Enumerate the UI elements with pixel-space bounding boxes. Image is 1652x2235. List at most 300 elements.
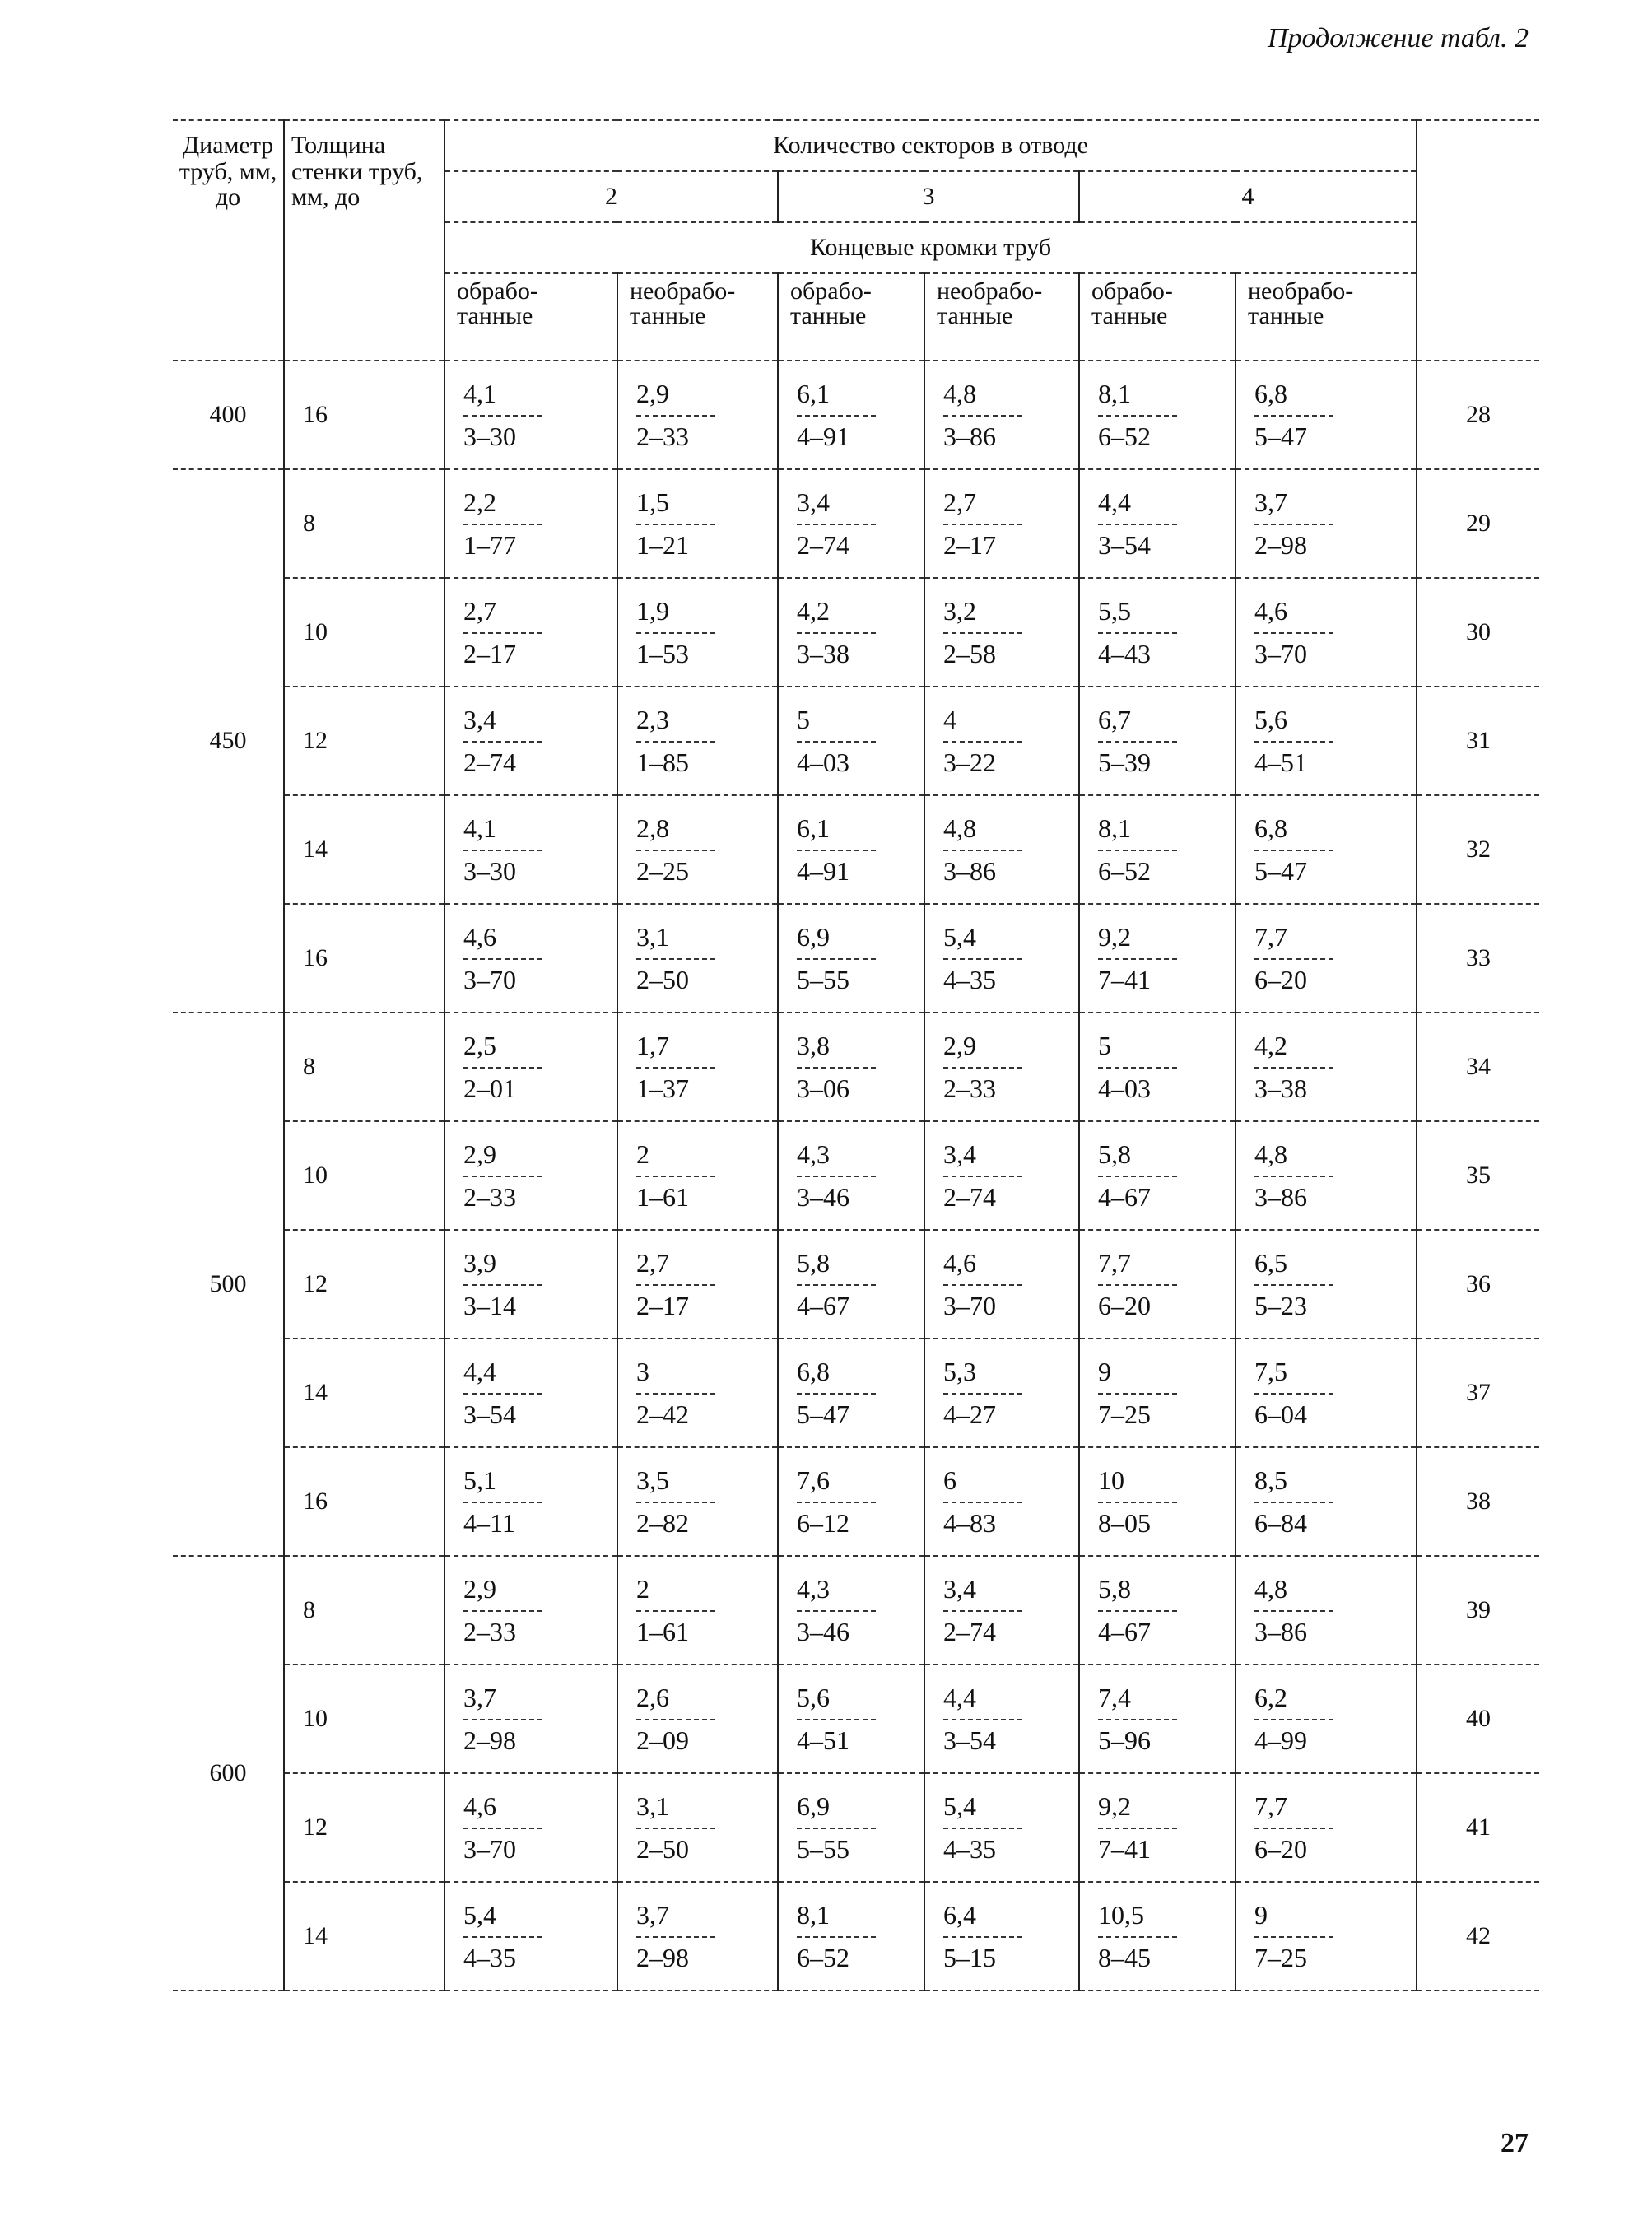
value-cell	[1236, 1665, 1417, 1773]
fraction-bar	[943, 958, 1022, 960]
fraction-denominator: 4–67	[1098, 1182, 1151, 1212]
value-cell	[444, 1556, 617, 1665]
fraction	[797, 1029, 876, 1105]
wall-thickness-cell: 8	[284, 1013, 444, 1121]
fraction-numerator: 9	[1254, 1900, 1268, 1930]
fraction	[1254, 377, 1333, 453]
fraction	[636, 1029, 715, 1105]
fraction-numerator: 3,4	[797, 487, 830, 517]
fraction-bar	[636, 524, 715, 525]
fraction-numerator: 7,7	[1098, 1248, 1131, 1278]
value-cell	[444, 1013, 617, 1121]
value-cell	[778, 1882, 924, 1991]
fraction-numerator: 1,7	[636, 1031, 669, 1060]
fraction	[943, 1898, 1022, 1974]
header-edge-type: необрабо- танные	[924, 273, 1079, 361]
fraction-numerator: 2,3	[636, 705, 669, 734]
fraction-numerator: 6,4	[943, 1900, 976, 1930]
fraction-bar	[1098, 1284, 1177, 1286]
fraction-bar	[797, 741, 876, 743]
fraction	[1098, 594, 1177, 670]
fraction-denominator: 5–15	[943, 1943, 996, 1972]
value-cell	[1236, 1556, 1417, 1665]
fraction	[463, 594, 542, 670]
value-cell	[617, 904, 778, 1013]
fraction	[636, 1138, 715, 1213]
fraction-denominator: 3–38	[1254, 1073, 1307, 1103]
value-cell	[617, 1230, 778, 1339]
value-cell	[1079, 1121, 1236, 1230]
value-cell	[617, 1556, 778, 1665]
wall-thickness-cell: 12	[284, 1773, 444, 1882]
fraction-bar	[1254, 1719, 1333, 1720]
table-row	[173, 1773, 1539, 1882]
fraction-bar	[463, 1719, 542, 1720]
fraction-bar	[463, 1067, 542, 1069]
fraction-numerator: 2,8	[636, 813, 669, 843]
row-number: 36	[1417, 1230, 1539, 1339]
value-cell	[444, 1773, 617, 1882]
fraction-denominator: 6–52	[1098, 421, 1151, 451]
fraction-denominator: 1–77	[463, 530, 516, 560]
row-number: 29	[1417, 469, 1539, 578]
fraction-bar	[636, 741, 715, 743]
fraction	[636, 594, 715, 670]
fraction-bar	[1098, 850, 1177, 851]
norm-table	[173, 119, 1539, 1991]
fraction-denominator: 4–35	[463, 1943, 516, 1972]
fraction	[1254, 1790, 1333, 1865]
value-cell	[617, 1121, 778, 1230]
value-cell	[1079, 687, 1236, 795]
fraction-bar	[1254, 1936, 1333, 1938]
fraction-denominator: 2–98	[463, 1725, 516, 1755]
fraction	[943, 594, 1022, 670]
fraction-numerator: 4,2	[797, 596, 830, 626]
fraction	[797, 1464, 876, 1539]
value-cell	[778, 1013, 924, 1121]
row-number: 30	[1417, 578, 1539, 687]
value-cell	[1236, 795, 1417, 904]
fraction-bar	[943, 850, 1022, 851]
fraction	[797, 1355, 876, 1431]
fraction-denominator: 2–25	[636, 856, 689, 886]
fraction-numerator: 5,6	[797, 1683, 830, 1712]
table-body	[173, 361, 1539, 1991]
fraction	[636, 1681, 715, 1757]
fraction	[636, 1246, 715, 1322]
value-cell	[444, 1121, 617, 1230]
value-cell	[924, 469, 1079, 578]
value-cell	[617, 469, 778, 578]
fraction-numerator: 1,5	[636, 487, 669, 517]
wall-thickness-cell: 16	[284, 361, 444, 469]
header-sector-4: 4	[1079, 171, 1417, 222]
fraction	[636, 812, 715, 887]
fraction-bar	[1254, 741, 1333, 743]
value-cell	[617, 687, 778, 795]
fraction-numerator: 9,2	[1098, 1791, 1131, 1821]
fraction-denominator: 4–43	[1098, 639, 1151, 668]
fraction-denominator: 5–55	[797, 965, 849, 994]
fraction-bar	[1254, 958, 1333, 960]
value-cell	[1079, 1447, 1236, 1556]
fraction	[943, 703, 1022, 779]
fraction	[797, 812, 876, 887]
fraction-denominator: 2–01	[463, 1073, 516, 1103]
fraction-bar	[636, 1828, 715, 1829]
fraction-bar	[943, 415, 1022, 417]
fraction-denominator: 5–47	[1254, 856, 1307, 886]
page-number: 27	[1501, 2128, 1529, 2158]
fraction-numerator: 5,3	[943, 1357, 976, 1386]
fraction	[463, 377, 542, 453]
fraction-denominator: 4–67	[1098, 1617, 1151, 1646]
table-row	[173, 1447, 1539, 1556]
fraction	[636, 703, 715, 779]
wall-thickness-cell: 12	[284, 1230, 444, 1339]
wall-thickness-cell: 16	[284, 1447, 444, 1556]
fraction-numerator: 4,6	[463, 922, 496, 952]
fraction-numerator: 8,1	[797, 1900, 830, 1930]
fraction	[636, 1355, 715, 1431]
fraction-numerator: 4	[943, 705, 956, 734]
wall-thickness-cell: 16	[284, 904, 444, 1013]
fraction	[1254, 1681, 1333, 1757]
fraction	[797, 1898, 876, 1974]
fraction	[1254, 1246, 1333, 1322]
fraction-bar	[797, 958, 876, 960]
fraction-bar	[1254, 1828, 1333, 1829]
value-cell	[444, 578, 617, 687]
fraction-numerator: 3,4	[943, 1574, 976, 1604]
fraction-numerator: 8,1	[1098, 813, 1131, 843]
fraction-denominator: 2–74	[943, 1617, 996, 1646]
fraction-denominator: 3–70	[1254, 639, 1307, 668]
fraction	[636, 1464, 715, 1539]
value-cell	[778, 578, 924, 687]
row-number: 35	[1417, 1121, 1539, 1230]
fraction	[943, 1790, 1022, 1865]
header-edge-type: обрабо- танные	[444, 273, 617, 361]
fraction-numerator: 6,8	[1254, 813, 1287, 843]
fraction-denominator: 3–70	[463, 965, 516, 994]
fraction	[636, 1898, 715, 1974]
fraction	[1098, 920, 1177, 996]
fraction-denominator: 4–27	[943, 1399, 996, 1429]
fraction	[943, 1029, 1022, 1105]
fraction	[1254, 1029, 1333, 1105]
fraction-bar	[1098, 1719, 1177, 1720]
diameter-cell: 600	[173, 1556, 284, 1991]
header-edges: Концевые кромки труб	[444, 222, 1417, 273]
fraction-bar	[943, 1502, 1022, 1503]
header-wall: Толщина стенки труб, мм, до	[284, 120, 444, 361]
fraction	[1098, 377, 1177, 453]
fraction	[463, 1029, 542, 1105]
value-cell	[924, 795, 1079, 904]
value-cell	[1079, 1339, 1236, 1447]
fraction	[797, 377, 876, 453]
diameter-cell: 500	[173, 1013, 284, 1556]
fraction-numerator: 4,4	[943, 1683, 976, 1712]
fraction-numerator: 4,6	[463, 1791, 496, 1821]
fraction	[797, 1138, 876, 1213]
value-cell	[924, 1665, 1079, 1773]
fraction-bar	[636, 1502, 715, 1503]
fraction-bar	[1254, 524, 1333, 525]
header-sector-2: 2	[444, 171, 778, 222]
fraction	[1254, 812, 1333, 887]
fraction-numerator: 3,5	[636, 1465, 669, 1495]
value-cell	[924, 1121, 1079, 1230]
fraction-denominator: 3–86	[1254, 1617, 1307, 1646]
header-sector-3: 3	[778, 171, 1079, 222]
fraction	[943, 377, 1022, 453]
fraction-bar	[1254, 1610, 1333, 1612]
value-cell	[444, 687, 617, 795]
fraction	[1254, 1138, 1333, 1213]
fraction-denominator: 5–23	[1254, 1291, 1307, 1320]
fraction	[1098, 812, 1177, 887]
fraction-numerator: 4,8	[943, 813, 976, 843]
fraction	[1254, 1572, 1333, 1648]
fraction	[797, 1572, 876, 1648]
value-cell	[778, 1665, 924, 1773]
fraction	[797, 486, 876, 561]
fraction-numerator: 3,1	[636, 922, 669, 952]
fraction	[463, 703, 542, 779]
table-row	[173, 1339, 1539, 1447]
value-cell	[1079, 578, 1236, 687]
fraction-numerator: 4,1	[463, 813, 496, 843]
fraction	[797, 703, 876, 779]
fraction-denominator: 5–96	[1098, 1725, 1151, 1755]
fraction-numerator: 6,9	[797, 1791, 830, 1821]
header-diameter: Диаметр труб, мм, до	[173, 120, 284, 361]
fraction-numerator: 5,4	[943, 922, 976, 952]
wall-thickness-cell: 10	[284, 1121, 444, 1230]
table-row	[173, 795, 1539, 904]
header-sectors: Количество секторов в отводе	[444, 120, 1417, 171]
fraction-denominator: 2–42	[636, 1399, 689, 1429]
fraction-numerator: 4,6	[943, 1248, 976, 1278]
fraction-denominator: 3–86	[1254, 1182, 1307, 1212]
fraction-bar	[943, 632, 1022, 634]
fraction-numerator: 6,7	[1098, 705, 1131, 734]
fraction-bar	[463, 1284, 542, 1286]
row-number: 42	[1417, 1882, 1539, 1991]
fraction-denominator: 2–17	[943, 530, 996, 560]
fraction-denominator: 3–54	[1098, 530, 1151, 560]
page-header: Продолжение табл. 2	[1267, 23, 1529, 54]
fraction-denominator: 2–33	[463, 1617, 516, 1646]
value-cell	[444, 1882, 617, 1991]
value-cell	[444, 1665, 617, 1773]
fraction-denominator: 2–50	[636, 965, 689, 994]
fraction-denominator: 3–54	[463, 1399, 516, 1429]
wall-thickness-cell: 10	[284, 1665, 444, 1773]
fraction-numerator: 6,9	[797, 922, 830, 952]
table-row	[173, 1665, 1539, 1773]
fraction-bar	[943, 1936, 1022, 1938]
fraction-numerator: 5,1	[463, 1465, 496, 1495]
fraction-numerator: 8,5	[1254, 1465, 1287, 1495]
fraction-numerator: 5,8	[797, 1248, 830, 1278]
fraction-bar	[1254, 850, 1333, 851]
fraction-bar	[463, 1936, 542, 1938]
fraction-denominator: 6–20	[1254, 965, 1307, 994]
fraction-denominator: 1–61	[636, 1617, 689, 1646]
fraction-numerator: 2,7	[943, 487, 976, 517]
fraction-numerator: 2,9	[943, 1031, 976, 1060]
fraction-bar	[1098, 415, 1177, 417]
fraction-bar	[463, 1176, 542, 1177]
fraction	[943, 812, 1022, 887]
fraction-bar	[943, 1067, 1022, 1069]
table-row	[173, 1013, 1539, 1121]
wall-thickness-cell: 10	[284, 578, 444, 687]
diameter-cell: 400	[173, 361, 284, 469]
fraction-denominator: 7–41	[1098, 965, 1151, 994]
value-cell	[778, 795, 924, 904]
table-row	[173, 687, 1539, 795]
fraction-numerator: 3,7	[463, 1683, 496, 1712]
fraction-bar	[1254, 1176, 1333, 1177]
row-number: 32	[1417, 795, 1539, 904]
fraction-numerator: 4,4	[463, 1357, 496, 1386]
table-row	[173, 1556, 1539, 1665]
fraction-bar	[1254, 632, 1333, 634]
fraction-denominator: 2–33	[943, 1073, 996, 1103]
fraction-bar	[1254, 415, 1333, 417]
diameter-cell: 450	[173, 469, 284, 1013]
fraction	[636, 1572, 715, 1648]
fraction-numerator: 8,1	[1098, 379, 1131, 408]
value-cell	[924, 1230, 1079, 1339]
fraction-numerator: 2,7	[463, 596, 496, 626]
value-cell	[1236, 361, 1417, 469]
fraction-numerator: 3,8	[797, 1031, 830, 1060]
fraction-denominator: 1–61	[636, 1182, 689, 1212]
fraction-denominator: 3–70	[463, 1834, 516, 1864]
fraction-denominator: 4–03	[797, 747, 849, 777]
fraction-numerator: 2,9	[636, 379, 669, 408]
value-cell	[1236, 1339, 1417, 1447]
fraction-denominator: 3–22	[943, 747, 996, 777]
fraction-bar	[797, 1067, 876, 1069]
fraction-denominator: 2–50	[636, 1834, 689, 1864]
fraction-denominator: 6–20	[1254, 1834, 1307, 1864]
fraction-bar	[463, 1393, 542, 1395]
fraction	[943, 486, 1022, 561]
fraction	[1254, 1355, 1333, 1431]
fraction	[943, 920, 1022, 996]
value-cell	[924, 687, 1079, 795]
fraction	[636, 486, 715, 561]
fraction-denominator: 3–38	[797, 639, 849, 668]
fraction-denominator: 4–67	[797, 1291, 849, 1320]
fraction	[1254, 703, 1333, 779]
fraction-denominator: 5–47	[797, 1399, 849, 1429]
value-cell	[1236, 1121, 1417, 1230]
fraction-numerator: 4,6	[1254, 596, 1287, 626]
wall-thickness-cell: 8	[284, 1556, 444, 1665]
value-cell	[778, 687, 924, 795]
fraction-bar	[943, 1176, 1022, 1177]
fraction-denominator: 4–83	[943, 1508, 996, 1538]
value-cell	[617, 795, 778, 904]
fraction-bar	[1098, 1067, 1177, 1069]
header-edge-type: обрабо- танные	[778, 273, 924, 361]
fraction-bar	[1098, 1936, 1177, 1938]
fraction-denominator: 4–99	[1254, 1725, 1307, 1755]
fraction-denominator: 2–82	[636, 1508, 689, 1538]
fraction-numerator: 4,8	[1254, 1139, 1287, 1169]
fraction-denominator: 3–70	[943, 1291, 996, 1320]
fraction-bar	[943, 1719, 1022, 1720]
value-cell	[1079, 1773, 1236, 1882]
fraction-bar	[943, 1284, 1022, 1286]
fraction-bar	[1098, 1393, 1177, 1395]
fraction-numerator: 3	[636, 1357, 649, 1386]
fraction	[943, 1681, 1022, 1757]
fraction	[463, 486, 542, 561]
value-cell	[924, 1339, 1079, 1447]
fraction	[463, 1790, 542, 1865]
value-cell	[1079, 795, 1236, 904]
fraction-bar	[1254, 1393, 1333, 1395]
fraction-denominator: 3–14	[463, 1291, 516, 1320]
fraction-numerator: 2,2	[463, 487, 496, 517]
value-cell	[617, 1773, 778, 1882]
header-rownum	[1417, 120, 1539, 361]
fraction-numerator: 4,3	[797, 1139, 830, 1169]
fraction	[943, 1355, 1022, 1431]
fraction-denominator: 4–03	[1098, 1073, 1151, 1103]
fraction-denominator: 2–09	[636, 1725, 689, 1755]
fraction-numerator: 3,7	[636, 1900, 669, 1930]
fraction-numerator: 7,7	[1254, 922, 1287, 952]
fraction-denominator: 4–51	[1254, 747, 1307, 777]
value-cell	[924, 578, 1079, 687]
fraction-numerator: 5,4	[463, 1900, 496, 1930]
value-cell	[1236, 1773, 1417, 1882]
value-cell	[444, 1339, 617, 1447]
row-number: 28	[1417, 361, 1539, 469]
header-edge-type: необрабо- танные	[617, 273, 778, 361]
value-cell	[617, 1665, 778, 1773]
fraction	[1098, 1355, 1177, 1431]
value-cell	[1236, 1013, 1417, 1121]
fraction-numerator: 5,5	[1098, 596, 1131, 626]
value-cell	[778, 904, 924, 1013]
table-row	[173, 361, 1539, 469]
fraction-numerator: 5,4	[943, 1791, 976, 1821]
fraction-bar	[943, 524, 1022, 525]
fraction-numerator: 2,7	[636, 1248, 669, 1278]
fraction-denominator: 3–86	[943, 856, 996, 886]
table-row	[173, 904, 1539, 1013]
fraction-denominator: 2–98	[636, 1943, 689, 1972]
fraction-bar	[636, 1719, 715, 1720]
fraction-bar	[463, 1502, 542, 1503]
fraction	[1098, 1681, 1177, 1757]
row-number: 33	[1417, 904, 1539, 1013]
row-number: 39	[1417, 1556, 1539, 1665]
fraction	[463, 1681, 542, 1757]
fraction-bar	[797, 632, 876, 634]
